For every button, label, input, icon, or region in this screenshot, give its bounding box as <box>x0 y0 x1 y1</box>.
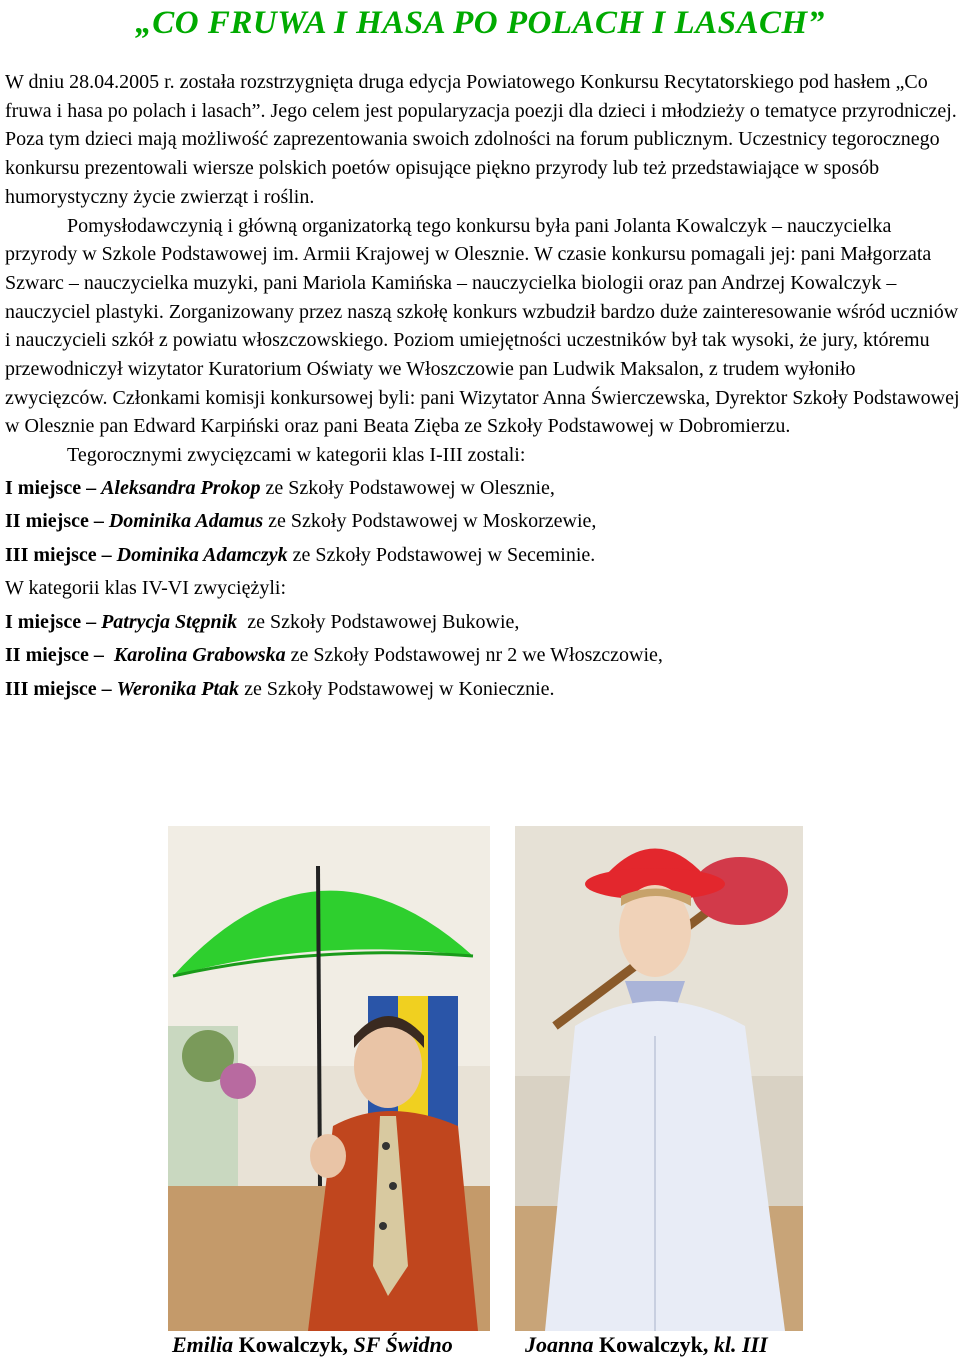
organizer-paragraph: Pomysłodawczynią i główną organizatorką tego konkursu była pani Jolanta Kowalczyk – nauczycielka przyrody w Szkole Podstawowej im. Armii Krajowej w Olesznie. W czasie konkursu pomagali jej: pani Małgorzata Szwarc – nauczycielka muzyki, pani Mariola Kamińska – nauczycielka biologii oraz pan Andrzej Kowalczyk – nauczyciel plastyki. Zorganizowany przez naszą szkołę konkurs wzbudził bardzo duże zainteresowanie wśród uczniów i nauczycieli szkół z powiatu włoszczowskiego. Poziom umiejętności uczestników był tak wysoki, że jury, któremu przewodniczył wizytator Kuratorium Oświaty we Włoszczowie pan Ludwik Maksalon, z trudem wyłoniło zwycięzców. Członkami komisji konkursowej byli: pani Wizytator Anna Świerczewska, Dyrektor Szkoły Podstawowej w Olesznie pan Edward Karpiński oraz pani Beata Zięba ze Szkoły Podstawowej w Dobromierzu. <box>5 214 960 438</box>
winner-row: II miejsce – Karolina Grabowska ze Szkoły Podstawowej nr 2 we Włoszczowie, <box>5 644 663 667</box>
winner-row: II miejsce – Dominika Adamus ze Szkoły Podstawowej w Moskorzewie, <box>5 510 597 533</box>
photo-red-hat-child <box>515 826 803 1331</box>
winner-row: III miejsce – Dominika Adamczyk ze Szkoły Podstawowej w Seceminie. <box>5 543 596 566</box>
category1-list <box>5 472 960 573</box>
category2-heading: W kategorii klas IV-VI zwyciężyli: <box>5 577 287 600</box>
intro-paragraph: W dniu 28.04.2005 r. została rozstrzygnięta druga edycja Powiatowego Konkursu Recytatorskiego pod hasłem „Co fruwa i hasa po polach i lasach”. Jego celem jest popularyzacja poezji dla dzieci i młodzieży o tematyce przyrodniczej. Poza tym dzieci mają możliwość zaprezentowania swoich zdolności na forum publicznym. Uczestnicy tegorocznego konkursu prezentowali wiersze polskich poetów opisujące piękno przyrody lub też przedstawiające w sposób humorystyczny życie zwierząt i roślin. <box>5 71 957 208</box>
caption-right: Joanna Kowalczyk, kl. III <box>525 1332 768 1357</box>
page-title: „CO FRUWA I HASA PO POLACH I LASACH” <box>135 5 825 41</box>
winner-row: I miejsce – Patrycja Stępnik ze Szkoły Podstawowej Bukowie, <box>5 610 520 633</box>
article-body <box>5 68 960 706</box>
caption-left: Emilia Kowalczyk, SF Świdno <box>172 1332 453 1357</box>
winner-row: III miejsce – Weronika Ptak ze Szkoły Podstawowej w Koniecznie. <box>5 677 555 700</box>
photo-umbrella-child <box>168 826 490 1331</box>
category1-heading: Tegorocznymi zwycięzcami w kategorii klas I-III zostali: <box>67 444 526 467</box>
winner-row: I miejsce – Aleksandra Prokop ze Szkoły Podstawowej w Olesznie, <box>5 476 555 499</box>
category2-list <box>5 606 960 707</box>
